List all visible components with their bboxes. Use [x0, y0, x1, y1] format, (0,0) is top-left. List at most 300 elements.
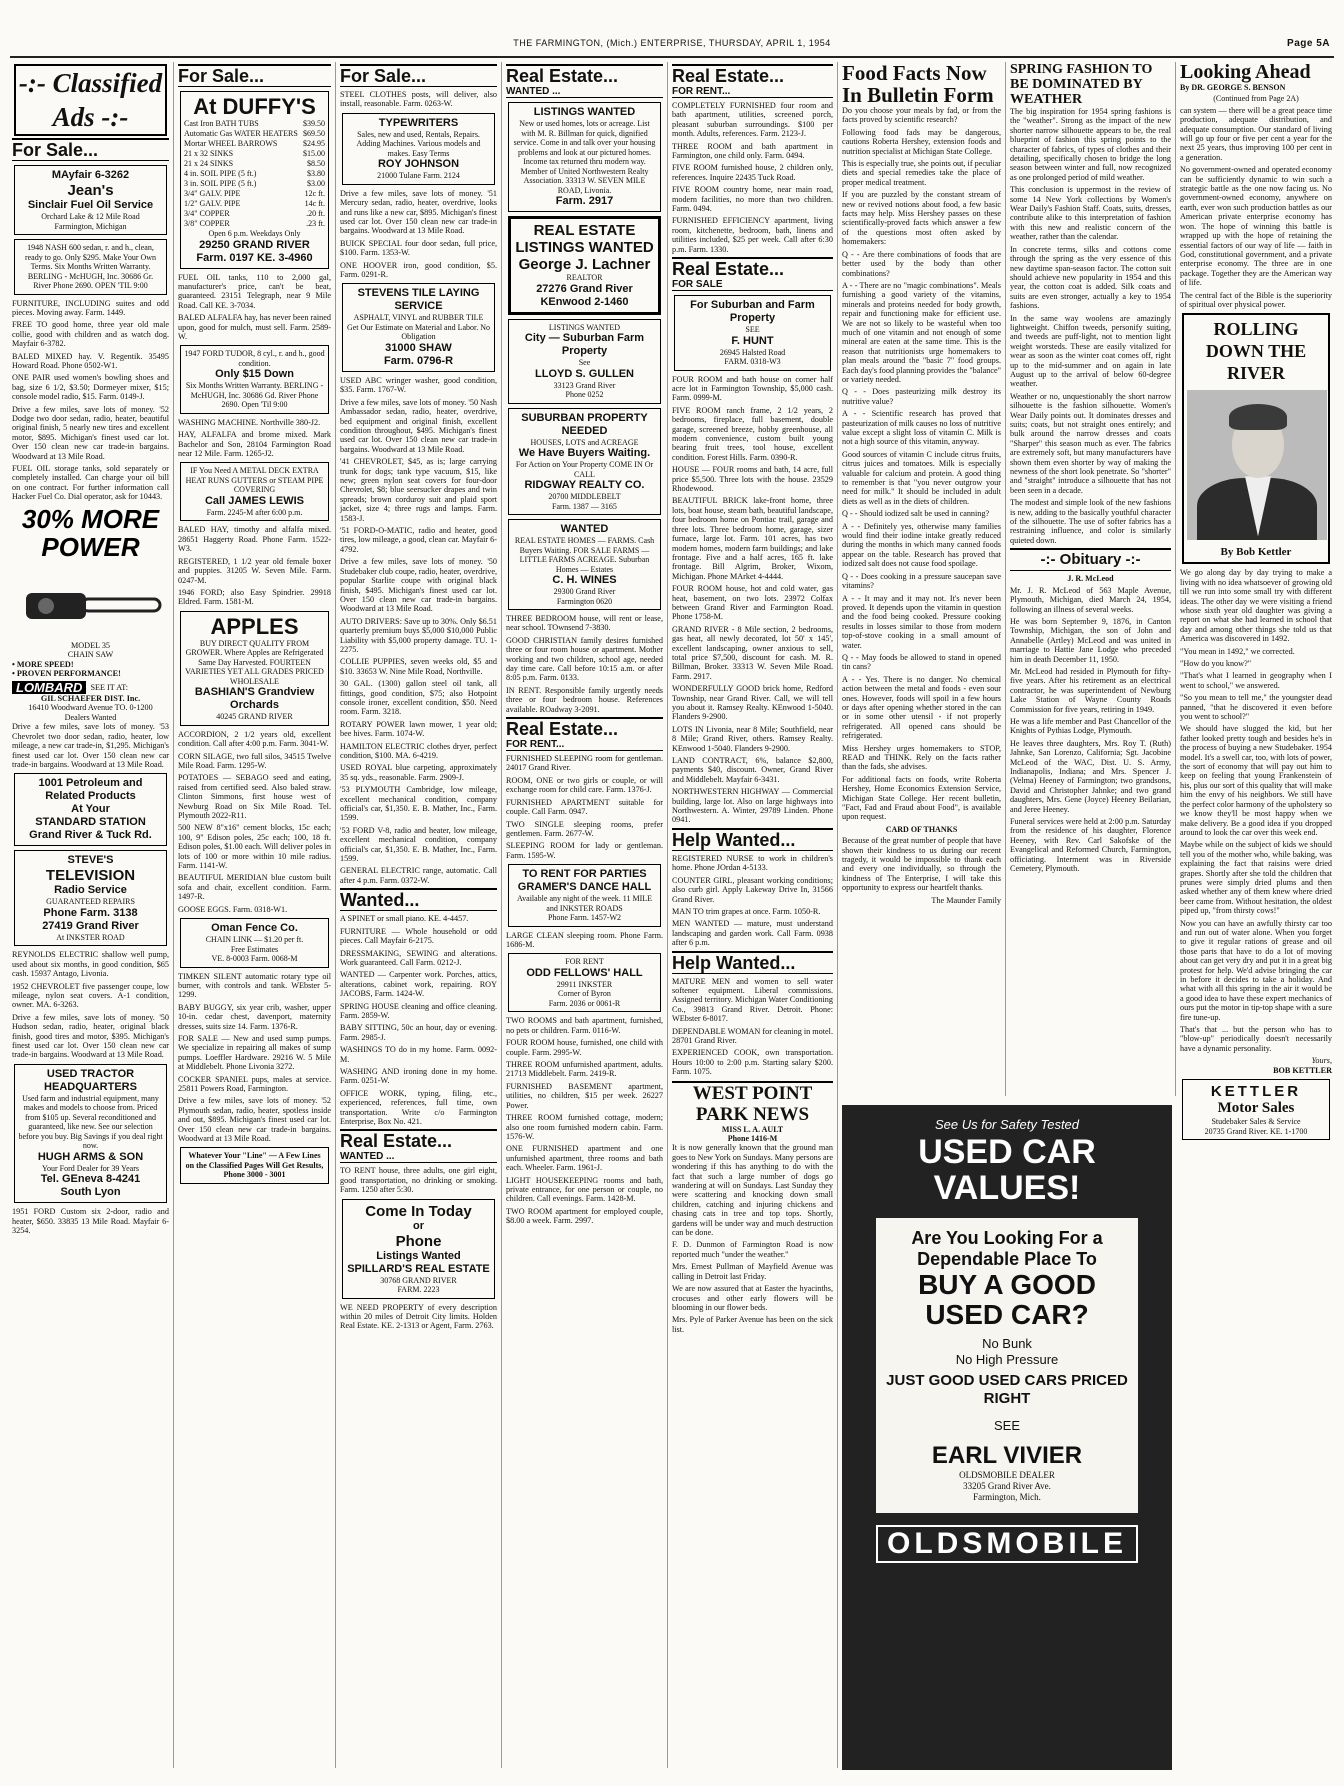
ford-tudor-ad [180, 345, 329, 414]
item-name: 21 x 24 SINKS [184, 159, 234, 168]
classified-ad: Drive a few miles, save lots of money. '50 Hudson sedan, radio, heater, original black finish, good tires and motor, $395. Michigan's finest used car lot. Over 150 clean new car trade-in bargains. Woodward at 13 Mile Road. [12, 1012, 169, 1060]
apples-text: BUY DIRECT QUALITY FROM GROWER. Where Apples are Refrigerated Same Day Harvested. FOURTEEN VARIETIES YET ALL GRADES PRICED WHOLESALE [185, 638, 324, 686]
item-price: $3.00 [307, 179, 325, 188]
west-point-byline: MISS L. A. AULT [721, 1124, 784, 1134]
classified-ad: GENERAL ELECTRIC range, automatic. Call after 4 p.m. Farm. 0372-W. [340, 866, 497, 885]
tile-line: 31000 SHAW [385, 341, 452, 354]
spillard-line: FARM. 2223 [397, 1285, 440, 1295]
classified-ad: Drive a few miles, save lots of money. '53 Chevrolet two door sedan, radio, heater, low mileage, a new car trade-in, $1,295. Michigan's finest used car lot. Over 150 clean new car trade-in bargains. Woodward at 13 Mile Road. [12, 722, 169, 769]
for-sale-heading: For Sale... [178, 64, 331, 87]
price-row [184, 179, 325, 189]
column-looking-ahead [1176, 62, 1336, 1768]
for-sale-heading: For Sale... [12, 138, 169, 161]
hunt-line: 26945 Halsted Road [719, 347, 786, 357]
classified-ad: HAMILTON ELECTRIC clothes dryer, perfect condition, $100. MA. 6-4219. [340, 741, 497, 760]
ridgway-line: SUBURBAN PROPERTY NEEDED [521, 411, 648, 437]
news-paragraph: Mrs. Pyle of Parker Avenue has been on the sick list. [672, 1315, 833, 1334]
duffys-title: At DUFFY'S [193, 94, 316, 119]
classified-ad: Drive a few miles, save lots of money. '52 Dodge two door sedan, radio, heater, beautiful original finish, 5 nearly new tires and excellent motor, $895. Michigan's finest used car lot. Over 150 clean new car trade-in bargains. Woodward at 13 Mile Road. [12, 404, 169, 461]
duffys-price-list [184, 119, 325, 229]
tv-line: Phone Farm. 3138 [43, 906, 138, 919]
heading-sub: WANTED ... [340, 1151, 395, 1163]
billman-line: Farm. 2917 [555, 195, 614, 207]
lombard-logo: LOMBARD [12, 681, 86, 694]
ridgway-line: Farm. 1387 — 3165 [552, 501, 617, 511]
saw-model: MODEL 35 [70, 641, 111, 651]
article-paragraph: The big inspiration for 1954 spring fashions is the "weather". Strong as the impact of the new shorter narrow silhouette appears to be, the real blueprint of fashion this spring points to the character of fabrics, of types of clothes and their detailing, specifically chosen to bridge the long season between winter and full, now recognized as one prolonged period of mild weather. [1010, 107, 1171, 182]
classified-ad: BALED HAY, timothy and alfalfa mixed. 28651 Haggerty Road. Phone Farm. 1522-W3. [178, 525, 331, 554]
looking-ahead-headline: Looking Ahead [1180, 62, 1311, 83]
hunt-line: F. HUNT [731, 334, 774, 347]
gullen-line: LISTINGS WANTED [548, 322, 621, 332]
obituary-paragraph: Mr. McLeod had resided in Plymouth for fifty-five years. After his retirement as an electrical contractor, he was superintendent of Newburg Lake Station of Wayne County Roads Commission for five years, retiring in 1949. [1010, 666, 1171, 714]
kettler-motor-sales: Motor Sales [1217, 1100, 1295, 1117]
used-car-headline: USED CAR VALUES! [918, 1133, 1096, 1207]
jeans-name: Jean's [67, 182, 114, 199]
classified-ad: REYNOLDS ELECTRIC shallow well pump, used about six months, in good condition, $65 cash. 15937 Antago, Livonia. [12, 950, 169, 979]
steves-tv-ad [14, 850, 167, 946]
classified-ad: BEAUTIFUL MERIDIAN blue custom built sofa and chair, excellent condition. Farm. 1497-R. [178, 873, 331, 902]
article-paragraph: Maybe while on the subject of kids we should tell you of the mother who, while baking, was explaining the fact that raisins were dried grapes. Shortly after she told the children that prunes were simply dried plums and then asked whether any of them knew where dried beer came from. Without hesitation, the oldest piped up, "from thirsty cows!" [1180, 840, 1332, 916]
real-estate-sale-heading [672, 257, 833, 291]
article-paragraph: Miss Hershey urges homemakers to STOP, READ and THINK. Rely on the facts rather than the fads, she advises. [842, 743, 1001, 772]
classified-ad: COMPLETELY FURNISHED four room and bath apartment, utilities, screened porch, pleasant suburban surroundings. $100 per month. Adults, references. Farm. 2123-J. [672, 101, 833, 139]
tv-line: At INKSTER ROAD [56, 932, 125, 942]
item-name: 3/4" GALV. PIPE [184, 189, 241, 198]
classified-ad: ONE HOOVER iron, good condition, $5. Farm. 0291-R. [340, 260, 497, 280]
wines-line: C. H. WINES [552, 574, 617, 586]
fashion-headline: SPRING FASHION TO BE DOMINATED BY WEATHER [1010, 62, 1153, 107]
obituary-heading: -:- Obituary -:- [1010, 548, 1171, 571]
classified-ad: FUEL OIL storage tanks, sold separately or completely installed. Can charge your oil bill on one contract. For further information call Hacker Fuel Co. Dial operator, ask for 10443. [12, 464, 169, 502]
article-paragraph: If you are puzzled by the constant stream of new or revived notions about food, a few basic facts may help. Miss Hershey passes on these scientifically-proved facts which answer a few of the questions most often asked by homemakers: [842, 190, 1001, 247]
oman-fence-ad [180, 918, 329, 968]
column-classified-3 [336, 62, 502, 1768]
article-paragraph: Q - - Does cooking in a pressure saucepan save vitamins? [842, 571, 1001, 591]
classified-ad: GRAND RIVER - 8 Mile section, 2 bedrooms, gas heat, all newly decorated, lot 50' x 145', excellent landscaping, owner anxious to sell, total price $7,500, discount for cash. M. R. Billman, Broker. 33313 W. Seven Mile Road. Farm. 2917. [672, 624, 833, 681]
wines-line: Farmington 0620 [556, 596, 613, 606]
fence-line: Free Estimates [230, 944, 279, 954]
item-price: 12c ft. [304, 189, 325, 198]
tractor-line: Tel. GEneva 8-4241 [40, 1173, 141, 1186]
article-paragraph: "So you mean to tell me," the youngster dead panned, "that he discovered it even before you went to school?" [1180, 693, 1332, 722]
jeans-addr: Orchard Lake & 12 Mile Road [41, 212, 140, 221]
article-paragraph: We go along day by day trying to make a living with no idea whatsoever of growing old till we run into some small try with different ideas. The other day we were visiting a friend whose sixth year old daughter was giving a report on what she had learned in school that day and among other things she told us that America was discovered in 1492. [1180, 568, 1332, 644]
tractor-line: HUGH ARMS & SON [37, 1150, 144, 1163]
ridgway-line: For Action on Your Property COME IN Or CALL [515, 460, 654, 479]
classified-ad: FUEL OIL tanks, 110 to 2,000 gal, manufacturer's price, can't be beat, guaranteed. 23151 Telegraph, near 9 Mile Road. Call KE. 3-7034. [178, 272, 331, 310]
food-facts-headline: Food Facts Now In Bulletin Form [842, 62, 994, 107]
article-paragraph: This is especially true, she points out, if peculiar diets and special remedies take the place of proper medical treatment. [842, 159, 1001, 187]
classified-ad: 30 GAL. (1300) gallon steel oil tank, all fittings, good condition, $75; also Hotpoint console ironer, excellent condition, $50. Need room. Farm. 3218. [340, 679, 497, 717]
for-sale-heading: For Sale... [340, 64, 497, 87]
oddf-line: ODD FELLOWS' HALL [526, 966, 643, 979]
lachner-line: KEnwood 2-1460 [540, 295, 629, 308]
classified-ad: 500 NEW 8"x16" cement blocks, 15c each; 100, 9" Edison poles, 25c each; 100, 18 ft. Edison poles, $1.00 each. Will deliver poles in lots of 100 or more within 10 mile radius. Farm. 1141-W. [178, 823, 331, 870]
ad-text: 1948 NASH 600 sedan, r. and h., clean, ready to go. Only $295. Make Your Own Terms. Six Months Written Warranty. BERLING - McHUGH, Inc. 30686 Gr. River Phone 2690. OPEN 'TIL 9:00 [24, 243, 157, 290]
article-paragraph: can system — there will be a great peace time production, adequate distribution, and adequate consumption. Our standard of living will go up four or five per cent a year for the next 25 years, thus improving 100 per cent in a generation. [1180, 105, 1332, 162]
spillard-line: SPILLARD'S REAL ESTATE [347, 1262, 490, 1275]
classified-ad: WASHINGS TO do in my home. Farm. 0092-M. [340, 1045, 497, 1064]
item-name: 1/2" GALV. PIPE [184, 199, 241, 208]
classified-ad: TWO ROOMS and bath apartment, furnished, no pets or children. Farm. 0116-W. [506, 1016, 663, 1035]
jeans-phone: MAyfair 6-3262 [51, 169, 130, 181]
lombard-ad [12, 505, 169, 723]
classified-ad: THREE ROOM unfurnished apartment, adults. 21713 Middlebelt. Farm. 2419-R. [506, 1060, 663, 1079]
spillards-ad [342, 1199, 495, 1299]
column-real-estate-1 [502, 62, 668, 1768]
gullen-line: See [578, 358, 591, 367]
hall-line: Available any night of the week. 11 MILE and INKSTER ROADS [516, 894, 653, 913]
classified-ad: TO RENT house, three adults, one girl eight, good transportation, no drinking or smoking. Farm. 1250 after 5:30. [340, 1166, 497, 1195]
tractor-line: USED TRACTOR HEADQUARTERS [44, 1067, 137, 1093]
saw-speed: • MORE SPEED! [12, 659, 74, 669]
gullen-ad [508, 319, 661, 404]
hunt-line: For Suburban and Farm Property [690, 299, 815, 325]
news-paragraph: It is now generally known that the ground man goes to New York on Sundays. Many persons are wondering if this has anything to do with the fact that such a large number of dogs go wandering at will on Sundays. Last Sunday they were scattering and knocking down small children, catching and injuring chickens and chasing cats in tree and top tops. Shortly, gardens will be under way and much destruction can be done. [672, 1143, 834, 1238]
classified-ad: HOUSE — FOUR rooms and bath, 14 acre, full price $5,500. Three lots with the house. 23529 Rhodewood. [672, 465, 833, 494]
obituary-paragraph: Funeral services were held at 2:00 p.m. Saturday from the residence of his daughter, Florence Heeney, with Rev. Carl Sakofske of the Evangelical and Reformed Church, Farmington, officiating. Interment was in Riverside Cemetery, Plymouth. [1010, 817, 1171, 874]
duffys-hours: Open 6 p.m. Weekdays Only [208, 229, 301, 238]
fence-line: VE. 8-0003 Farm. 0068-M [211, 954, 298, 964]
card-of-thanks-signature: The Maunder Family [931, 895, 1001, 905]
column-food-facts [838, 62, 1006, 1096]
station-line: STANDARD STATION [35, 816, 146, 829]
gramers-hall-ad [508, 864, 661, 927]
item-name: 3/4" COPPER [184, 209, 230, 218]
classified-ad: ONE PAIR used women's bowling shoes and bag, size 6 1/2, $3.50; Dormeyer mixer, $15; console model radio, $15. Farm. 0149-J. [12, 373, 169, 402]
heading-text: Real Estate... [672, 66, 785, 86]
article-paragraph: Q - - Are there combinations of foods that are better used by the body than other combinations? [842, 249, 1001, 278]
standard-station-ad [14, 773, 167, 846]
classified-ad: SPRING HOUSE cleaning and office cleaning. Farm. 2859-W. [340, 1001, 497, 1020]
dealer-address: 33205 Grand River Ave. [963, 1481, 1051, 1491]
classified-ad: WONDERFULLY GOOD brick home, Redford Township, near Grand River. Call, we will tell you about it. Ramsey Realty. KEnwood 1-5040. Flanders 9-2900. [672, 684, 833, 722]
classified-ad: MATURE MEN and women to sell water softener equipment. Liberal commissions. Assigned territory. Michigan Water Conditioning Co., 39813 Grand River. Detroit. Phone: WEbster 6-8017. [672, 976, 833, 1024]
heading-sub: WANTED ... [506, 86, 561, 97]
item-price: $15.00 [303, 149, 325, 158]
spillard-line: 30768 GRAND RIVER [380, 1275, 457, 1285]
heading-text: Real Estate... [506, 719, 619, 740]
classified-ad: TIMKEN SILENT automatic rotary type oil burner, with controls and tank. WEbster 5-1299. [178, 971, 331, 1000]
price-row [184, 149, 325, 159]
spillard-line: Phone [395, 1232, 442, 1250]
rolling-down-the-river-column [1182, 313, 1330, 564]
classified-ad: WANTED — Carpenter work. Porches, attics, alterations, cabinet work, repairing. ROY JACOBS, Farm. 1424-W. [340, 970, 497, 999]
masthead-rule [10, 56, 1334, 58]
spillard-line: Listings Wanted [376, 1249, 461, 1262]
column-real-estate-2 [668, 62, 838, 1768]
card-of-thanks-text: Because of the great number of people that have shown their kindness to us during our recent tragedy, it would be impossible to thank each and every one individually, so through the kindness of The Enterprise, I will take this opportunity to express our heartfelt thanks. [842, 836, 1001, 893]
item-name: 3/8" COPPER [184, 219, 230, 228]
hall-line: TO RENT FOR PARTIES GRAMER'S DANCE HALL [517, 868, 652, 894]
article-paragraph: Q - - Should iodized salt be used in canning? [842, 509, 990, 519]
lewis-line: Call JAMES LEWIS [204, 494, 305, 507]
classified-ad: FOUR ROOM and bath house on corner half acre lot in Farmington Township, $5,000 cash. Farm. 0999-M. [672, 374, 833, 403]
real-estate-rent-heading [506, 717, 663, 751]
used-car-values-ad [842, 1105, 1172, 1770]
article-paragraph: "You mean in 1492," we corrected. [1180, 646, 1295, 656]
schaefer-dealers: Dealers Wanted [64, 712, 117, 722]
classified-ad: FURNISHED BASEMENT apartment, utilities, no children, $15 per week. 26227 Power. [506, 1081, 663, 1110]
classified-ad: FIVE ROOM ranch frame, 2 1/2 years, 2 bedrooms, fireplace, full basement, double garage, screened breeze, hobby greenhouse, all modern convenience, custom built young bearing fruit trees, tool house, excellent condition. Forest Hills. Farm. 0390-R. [672, 405, 833, 462]
classified-ad: Drive a few miles, save lots of money. '50 Nash Ambassador sedan, radio, heater, overdrive, bed equipment and original finish, excellent condition throughout, $495. Michigan's finest used car lot. Over 150 clean new car trade-in bargains. Woodward at 13 Mile Road. [340, 397, 497, 454]
obituary-paragraph: He was a life member and Past Chancellor of the Knights of Pythias Lodge, Plymouth. [1010, 716, 1171, 736]
lachner-line: 27276 Grand River [536, 282, 633, 295]
obituary-paragraph: He was born September 9, 1876, in Canton Township, Michigan, the son of John and Annabelle (Artley) McLeod and was united in marriage to Hattie Jane Lodge who preceded him in death December 11, 1950. [1010, 616, 1171, 664]
classified-ad: STEEL CLOTHES posts, will deliver, also install, reasonable. Farm. 0263-W. [340, 90, 497, 109]
apples-title: APPLES [210, 613, 299, 639]
lachner-line: REAL ESTATE LISTINGS WANTED [515, 222, 654, 256]
tile-line: STEVENS TILE LAYING SERVICE [357, 287, 480, 313]
item-name: 3 in. SOIL PIPE (5 ft.) [184, 179, 257, 188]
article-paragraph: A - - There are no "magic combinations". Meals furnishing a good variety of the vitamins, minerals and proteins needed for body growth, repair and functioning make for efficient use. We are not so likely to be wasteful when too much of one vitamin and not enough of some mineral are eaten at the same time. This is the reason that nutritionists urge homemakers to plan meals around the "basic 7" food groups. Each day's food planning provides the "balance" or variety needed. [842, 280, 1001, 384]
article-paragraph: No government-owned and operated economy can be sufficiently dynamic to win such a strategic battle as the one now facing us. No government-owned economy, anywhere on earth, ever won such production battles as our American private enterprise economy has won. The hope of winning this battle is wrapped up with the hope of retaining the essential factors of our way of life — faith in God, constitutional government, and a private enterprise economy. The three are in one package. Together they are the American way of life. [1180, 165, 1332, 288]
classified-ad: FURNISHED APARTMENT suitable for couple. Call Farm. 0947. [506, 797, 663, 817]
article-paragraph: Do you choose your meals by fad, or from the facts proved by scientific research? [842, 106, 1001, 125]
item-name: Mortar WHEEL BARROWS [184, 139, 278, 148]
lewis-line: IF You Need A METAL DECK EXTRA HEAT RUNS GUTTERS or STEAM PIPE COVERING [185, 466, 324, 495]
ridgway-line: 20700 MIDDLEBELT [548, 492, 621, 501]
schaefer-address: 16410 Woodward Avenue TO. 0-1200 [28, 703, 153, 713]
heading-text: Real Estate... [506, 66, 619, 86]
classified-ad: FURNITURE — Whole household or odd pieces. Call Mayfair 6-2175. [340, 926, 497, 946]
used-car-nobunk: No Bunk No High Pressure [955, 1336, 1059, 1367]
west-point-news [672, 1081, 833, 1144]
classified-ad: FIVE ROOM furnished house, 2 children only, references. Inquire 22435 Tuck Road. [672, 163, 833, 182]
wines-line: WANTED [560, 523, 609, 535]
item-name: Automatic Gas WATER HEATERS [184, 129, 298, 138]
tractor-line: Used farm and industrial equipment, many makes and models to choose from. Priced from $105 up. Several reconditioned and guaranteed, like new. See our selection before you buy. Big Savings if you deal right now. [18, 1093, 163, 1151]
article-paragraph: We should have slugged the kid, but her father looked pretty tough and besides he's in the process of buying a new Studebaker. 1954 model. It's a swell car, too, with lots of power, the sort of economy that will pay out him to keep on feeling that young Frankenstein of his, plus our sort of this quality that will make him the envy of his neighbors. We still have the perfect color harmony of the upholstery so we know they'll be most happy when we make delivery. Be a good idea if you dropped around to look the car over this week end. [1180, 724, 1332, 837]
item-name: 21 x 32 SINKS [184, 149, 234, 158]
classified-ad: SLEEPING ROOM for lady or gentleman. Farm. 1595-W. [506, 841, 663, 860]
classified-ad: WE NEED PROPERTY of every description within 20 miles of Detroit City limits. Holden Real Estate. KE. 2-1313 or Agent, Farm. 2763. [340, 1302, 497, 1331]
tw-line: Sales, new and used, Rentals, Repairs. Adding Machines. Various models and makes. Easy Terms [356, 129, 481, 158]
article-paragraph: A - - Scientific research has proved that pasteurization of milk causes no loss of nutritive value except a slight loss of vitamin C. Milk is not a high source of this vitamin, anyway. [842, 409, 1001, 447]
jeans-desc: Sinclair Fuel Oil Service [27, 199, 154, 211]
duffys-phone: Farm. 0197 KE. 3-4960 [196, 251, 313, 264]
duffys-address: 29250 GRAND RIVER [199, 238, 310, 251]
article-paragraph: Following food fads may be dangerous, cautions Roberta Hershey, extension foods and nutrition specialist at Michigan State College. [842, 127, 1001, 156]
classified-ad: DEPENDABLE WOMAN for cleaning in motel. 28701 Grand River. [672, 1026, 833, 1045]
ridgway-ad [508, 408, 661, 516]
article-paragraph: Q - - Does pasteurizing milk destroy its nutritive value? [842, 387, 1001, 406]
kettler-byline: By Bob Kettler [1220, 546, 1292, 559]
article-paragraph: That's that ... but the person who has to "blow-up" periodically doesn't necessarily have a dynamic personality. [1180, 1025, 1332, 1053]
classified-ad: FOUR ROOM house, hot and cold water, gas heat, basement, on two lots. 23972 Colfax between Grand River and Farmington Road. Phone 1758-M. [672, 584, 833, 622]
classified-ad: 1951 FORD Custom six 2-door, radio and heater, $650. 33835 13 Mile Road. Mayfair 6-3254. [12, 1207, 169, 1236]
price-row [184, 209, 325, 219]
lombard-see: SEE IT AT: [90, 682, 129, 692]
help-wanted-heading: Help Wanted... [672, 951, 833, 974]
tv-line: 27419 Grand River [42, 919, 139, 932]
apples-name: BASHIAN'S Grandview Orchards [194, 686, 315, 712]
price-row [184, 119, 325, 129]
classified-ad: USED ROYAL blue carpeting, approximately 35 sq. yds., reasonable. Farm. 2909-J. [340, 763, 497, 782]
classified-ad: FIVE ROOM country home, near main road, modern facilities, no more than two children. Farm. 0494. [672, 185, 833, 214]
tv-line: TELEVISION [45, 867, 136, 885]
tile-line: Farm. 0796-R [383, 354, 454, 367]
classified-ad: COLLIE PUPPIES, seven weeks old, $5 and $10. 33653 W. Nine Mile Road, Northville. [340, 657, 497, 676]
wines-line: REAL ESTATE HOMES — FARMS. Cash Buyers Waiting. FOR SALE FARMS — LITTLE FARMS ACREAGE. Suburban Homes — Estates [514, 536, 655, 574]
lewis-ad [180, 462, 329, 521]
real-estate-wanted-heading [506, 64, 663, 98]
classified-ad: DRESSMAKING, SEWING and alterations. Work guaranteed. Call Farm. 0212-J. [340, 948, 497, 967]
item-price: .23 ft. [306, 219, 325, 228]
column-classified-1 [8, 62, 174, 1768]
masthead [0, 38, 1344, 54]
classified-ad: TWO SINGLE sleeping rooms, prefer gentlemen. Farm. 2677-W. [506, 819, 663, 838]
used-car-tagline: See Us for Safety Tested [934, 1117, 1080, 1132]
article-paragraph: "How do you know?" [1180, 659, 1252, 668]
classified-ad: 1946 FORD; also Easy Spindrier. 29918 Eldred. Farm. 1581-M. [178, 587, 331, 607]
used-car-see: SEE [993, 1418, 1020, 1433]
tv-line: Radio Service [54, 884, 127, 897]
classified-ad: OFFICE WORK, typing, filing, etc., experienced, references, full time, own transportation. Write c/o Farmington Enterprise, Box No. 421. [340, 1088, 497, 1126]
column-classified-2 [174, 62, 336, 1768]
obituary-paragraph: Mr. J. R. McLeod of 563 Maple Avenue, Plymouth, Michigan, died March 24, 1954, following an illness of several weeks. [1010, 585, 1171, 614]
station-line: At Your [71, 803, 110, 816]
heading-sub: FOR SALE [672, 279, 723, 291]
real-estate-wanted-heading [340, 1129, 497, 1163]
heading-sub: FOR RENT... [672, 86, 731, 97]
classified-ad: ACCORDION, 2 1/2 years old, excellent condition. Call after 4:00 p.m. Farm. 3041-W. [178, 729, 331, 749]
price-row [184, 199, 325, 209]
duffys-ad [180, 91, 329, 269]
news-paragraph: Mrs. Ernest Pullman of Mayfield Avenue was calling in Detroit last Friday. [672, 1262, 833, 1281]
kettler-studebaker: Studebaker Sales & Service [1211, 1117, 1301, 1127]
oddf-line: Farm. 2036 or 0061-R [548, 998, 621, 1008]
classified-ad: FOUR ROOM house, furnished, one child with couple. Farm. 2995-W. [506, 1038, 663, 1057]
help-wanted-heading: Help Wanted... [672, 828, 833, 851]
classified-ad: LARGE CLEAN sleeping room. Phone Farm. 1686-M. [506, 930, 663, 950]
apples-address: 40245 GRAND RIVER [216, 712, 293, 722]
classified-ad: ONE FURNISHED apartment and one unfurnished apartment, three rooms and bath each. Wheeler. Farm. 1961-J. [506, 1144, 663, 1173]
classified-ad: '41 CHEVROLET, $45, as is; large carrying trunk for dogs; tank type vacuum, $15, like new; green nylon seat covers for four-door Chevrolet, $8; blue seersucker drapes and twin spreads; brown corduroy suit and plaid sport jacket, size 4; three rugs and lamps. Farm. 1583-J. [340, 457, 497, 523]
tractor-ad [14, 1064, 167, 1204]
tractor-line: South Lyon [60, 1186, 121, 1199]
classified-ad: ROOM, ONE or two girls or couple, or will exchange room for child care. Farm. 1376-J. [506, 775, 663, 795]
ford-line: Six Months Written Warranty. BERLING - McHUGH, Inc. 30686 Gd. River Phone 2690. Open 'Til 9:00 [185, 381, 324, 410]
classified-ad: WASHING AND ironing done in my home. Farm. 0251-W. [340, 1066, 497, 1086]
classified-ad: AUTO DRIVERS: Save up to 30%. Only $6.51 quarterly premium buys $5,000 $10,000 Public Liability with $5,000 property damage. TU. 1-2275. [340, 616, 497, 654]
article-paragraph: A - - Yes. There is no danger. No chemical action between the metal and foods - even sour ones. However, foods will spoil in a few hours or days after opening whether stored in the can or in some other utensil - if not properly refrigerated. All opened cans should be refrigerated. [842, 674, 1001, 741]
classified-ad: Drive a few miles, save lots of money. '52 Plymouth sedan, radio, heater, spotless inside and out, $895. Michigan's finest used car lot. Over 150 clean new car trade-in bargains. Woodward at 13 Mile Road. [178, 1096, 331, 1144]
classified-ad: THREE ROOM and bath apartment in Farmington, one child only. Farm. 0494. [672, 141, 833, 161]
ridgway-line: We Have Buyers Waiting. [518, 447, 651, 459]
tv-line: GUARANTEED REPAIRS [46, 897, 135, 907]
wines-line: 29300 Grand River [553, 587, 616, 596]
classified-ad: WASHING MACHINE. Northville 380-J2. [178, 417, 321, 427]
heading-text: Real Estate... [672, 259, 785, 280]
spillard-line: Come In Today [365, 1202, 472, 1220]
article-paragraph: A - - It may and it may not. It's never been proved. It depends upon the vitamin in question and the food being cooked. Pressure cooking results in losses similar to those from modern top-of-stove cooking in a small amount of water. [842, 593, 1001, 650]
typewriters-ad [342, 113, 495, 185]
west-point-headline: WEST POINT PARK NEWS [692, 1082, 813, 1125]
real-estate-rent-heading [672, 64, 833, 98]
classified-ad: FURNISHED EFFICIENCY apartment, living room, kitchenette, bedroom, bath, linens and utilities included, $25 per week. Call after 6:30 p.m. Farm. 1330. [672, 216, 833, 254]
lachner-ad [508, 216, 661, 315]
looking-ahead-byline: By DR. GEORGE S. BENSON [1180, 83, 1286, 92]
schaefer-name: GIL SCHAEFER DIST. Inc. [40, 694, 141, 704]
gullen-line: 33123 Grand River [553, 380, 616, 390]
lewis-line: Farm. 2245-M after 6:00 p.m. [206, 507, 303, 517]
classified-ad: MEN WANTED — mature, must understand landscaping and garden work. Call Farm. 0938 after 6 p.m. [672, 919, 833, 948]
classified-ad: BALED ALFALFA hay, has never been rained upon, good for mulch, must sell. Farm. 2589-W. [178, 313, 331, 341]
spillard-line: or [413, 1219, 424, 1232]
article-paragraph: Good sources of vitamin C include citrus fruits, citrus juices and tomatoes. Milk is especially valuable for calcium and protein. A good thing to remember is that "you never outgrow your need for milk." It should be included in adult diets as well as in the diets of children. [842, 449, 1001, 506]
power-percent: 30% MORE [21, 503, 160, 534]
classified-ad: LAND CONTRACT, 6%, balance $2,800, payments $40, discount. Owner, Grand River and Middlebelt. Mayfair 6-3431. [672, 756, 833, 784]
classified-ad: LIGHT HOUSEKEEPING rooms and bath, private entrance, for one person or couple, no children. Call evenings. Farm. 1428-M. [506, 1175, 663, 1204]
bob-kettler-photo [1187, 390, 1327, 540]
article-paragraph: In the same way woolens are amazingly lightweight. Chiffon tweeds, personify suiting, and tweeds are puff-light, not to mention light weight worsteds. These are easily vitalized for wear as soon as the winter coat comes off, right up to the mid-summer and on again in late August up to the arrival of below 60-degree weather. [1010, 313, 1171, 389]
classified-ad: NORTHWESTERN HIGHWAY — Commercial building, large lot. Also on large highways into Northwestern. A. Winter, 29789 Linden. Phone 0941. [672, 787, 833, 825]
wanted-heading: Wanted... [340, 888, 497, 911]
classified-ads-banner: -:- Classified Ads -:- [14, 64, 167, 136]
tractor-line: Your Ford Dealer for 39 Years [42, 1163, 139, 1173]
classified-ad: BUICK SPECIAL four door sedan, full price, $100. Farm. 1353-W. [340, 238, 497, 258]
nash-ad [14, 239, 167, 295]
article-paragraph: In concrete terms, silks and cottons come through the spring as the very essence of this new daytime span-season factor. The cotton suit should achieve new popularity in 1954 and this year, the cotton coat is added. Silk coats and suits are even stronger, actually a key to 1954 fashions. [1010, 244, 1171, 311]
news-paragraph: We are now assured that at Easter the hyacinths, crocuses and other early flowers will be blooming in our flower beds. [672, 1284, 833, 1312]
classified-ad: GOOD CHRISTIAN family desires furnished three or four room house or apartment. Mother working and two children, school age, needed day time care. Call before 10:15 a.m. or after 8:05 p.m. Farm. 0133. [506, 635, 663, 683]
tw-line: ROY JOHNSON [377, 158, 460, 171]
hall-line: Phone Farm. 1457-W2 [547, 913, 622, 923]
tile-line: Get Our Estimate on Material and Labor. No Obligation [346, 322, 491, 342]
fence-line: Oman Fence Co. [211, 922, 298, 935]
classified-ad: 1952 CHEVROLET five passenger coupe, low mileage, nylon seat covers. A-1 condition, owner. MA. 6-3263. [12, 981, 169, 1010]
hunt-line: SEE [745, 325, 760, 335]
classified-ad: THREE BEDROOM house, will rent or lease, near school. TOwnsend 7-3830. [506, 614, 663, 633]
gullen-line: Phone 0252 [565, 390, 604, 399]
lachner-line: REALTOR [566, 273, 603, 282]
item-name: Cast Iron BATH TUBS [184, 119, 259, 128]
classified-ad: BEAUTIFUL BRICK lake-front home, three lots, boat house, steam bath, beautiful landscape, four bedroom home on Pontiac trail, garage and three lots. Three bedroom home, garage, sizer furnace, large lot. Farm. 101 acres, has two modern homes, modern farm buildings; and lake frontage. Five and a half acres, 165 ft. lake frontage. Bill Algrim, Broker, Wixom, Michigan. Phone MArket 4-4444. [672, 496, 833, 581]
hunt-ad [674, 295, 831, 371]
price-row [184, 169, 325, 179]
classified-ad: BABY BUGGY, six year crib, washer, upper 10-in. cedar chest, davenport, maternity dresses, suits size 14. Farm. 1376-R. [178, 1002, 331, 1031]
dealer-name: EARL VIVIER [931, 1442, 1083, 1469]
price-row [184, 219, 325, 229]
classified-ad: ROTARY POWER lawn mower, 1 year old; bee hives. Farm. 1074-W. [340, 719, 497, 739]
ford-line: 1947 FORD TUDOR, 8 cyl., r. and h., good condition. [184, 349, 325, 368]
billman-line: New or used homes, lots or acreage. List with M. R. Billman for quick, dignified service. Come in and talk over your housing problems and look at our pictured homes. Income tax returned thru modern way. Member of United Northwestern Realty Association. 33313 W. SEVEN MILE ROAD, Livonia. [513, 119, 656, 195]
continued-note: (Continued from Page 2A) [1213, 94, 1299, 104]
saw-type: CHAIN SAW [67, 650, 114, 660]
station-line: 1001 Petroleum and Related Products [38, 777, 143, 803]
article-paragraph: This conclusion is uppermost in the review of some 14 New York collections by Women's Wear Daily's Fashion Staff. Coats, suits, dresses, contribute alike to this interpretation of fashion with this new and realistic concern of the weather, rather than the calendar. [1010, 185, 1171, 242]
tile-line: ASPHALT, VINYL and RUBBER TILE [353, 313, 484, 323]
gullen-line: LLOYD S. GULLEN [535, 367, 634, 380]
jeans-city: Farmington, Michigan [54, 221, 127, 231]
item-name: 4 in. SOIL PIPE (5 ft.) [184, 169, 257, 178]
odd-fellows-ad [508, 953, 661, 1012]
article-paragraph: The central fact of the Bible is the superiority of spiritual over physical power. [1180, 290, 1332, 309]
obituary-paragraph: He leaves three daughters, Mrs. Roy T. (Ruth) Jahnke, San Lorenzo, California; Sgt. Jacobine McLeod of the WAC, Dist. U. S. Army, Indianapolis, Indiana; and Mrs. Spencer J. (Velma) Heeney of Farmington; two grandsons, David and Christopher Jahnke; and two grand daughters, Mrs. Gene (Joyce) Heeney Beilarian, and Jeree Heeney. [1010, 738, 1171, 814]
classified-ad: POTATOES — SEBAGO seed and eating, raised from certified seed. Also baled straw. Clinton Simmons, first house west of Newburg Road on Six Mile Road. Tel. Plymouth 2022-R11. [178, 773, 331, 820]
card-of-thanks-title: CARD OF THANKS [885, 824, 958, 834]
classified-ad: '51 FORD-O-MATIC, radio and heater, good tires, low mileage, a good, clean car. Mayfair 6-4792. [340, 526, 497, 554]
ford-line: Only $15 Down [215, 368, 294, 381]
classified-ad: TWO ROOM apartment for employed couple, $8.00 a week. Farm. 2997. [506, 1206, 663, 1226]
signoff: Yours, [1311, 1056, 1332, 1066]
promo-text: Whatever Your "Line" — A Few Lines on the Classified Pages Will Get Results, Phone 3000 - 3001 [185, 1151, 324, 1180]
classified-ad: LOTS IN Livonia, near 8 Mile; Southfield, near 8 Mile; Grand River, others. Ramsey Realty. KEnwood 1-5040. Flanders 9-2900. [672, 724, 833, 753]
lachner-line: George J. Lachner [518, 256, 651, 273]
classified-ad: THREE ROOM furnished cottage, modern; also one room furnished modern cabin. Farm. 1576-W. [506, 1113, 663, 1141]
